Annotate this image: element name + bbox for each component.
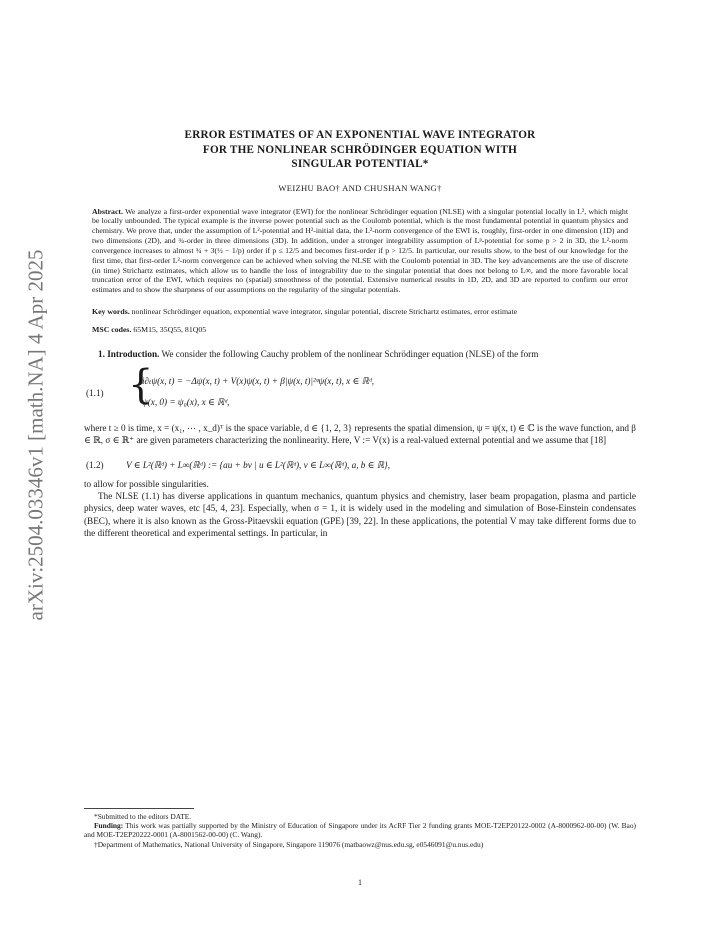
footnote-affiliation: †Department of Mathematics, National University of Singapore, Singapore 119076 (matbaowz@nus.edu.sg, e0546091@u.nus.edu) (94, 839, 484, 849)
left-brace: { (128, 362, 154, 409)
msc-codes (92, 325, 628, 334)
equation-1-1-line-1: i∂ₜψ(x, t) = −Δψ(x, t) + V(x)ψ(x, t) + β|ψ(x, t)|²ᵠψ(x, t), x ∈ ℝᵈ, (142, 376, 375, 387)
intro-paragraph-2: where t ≥ 0 is time, x = (x₁, ⋯ , x_d)ᵀ is the space variable, d ∈ {1, 2, 3} represents the spatial dimension, ψ = ψ(x, t) ∈ ℂ is the wave function, and β ∈ ℝ, σ ∈ ℝ⁺ are given parameters characterizing the nonlinearity. Here, V := V(x) is a real-valued external potential and we assume that [18] (84, 423, 636, 446)
paper-page (84, 0, 636, 539)
msc-label: MSC codes. (92, 324, 132, 334)
equation-1-1 (84, 362, 636, 422)
abstract-text: We analyze a first-order exponential wave integrator (EWI) for the nonlinear Schrödinger equation (NLSE) with a singular potential locally in L², which might be locally unbounded. The typical example is the inverse power potential such as the Coulomb potential, which is the most fundamental potential in quantum physics and chemistry. We prove that, under the assumption of L²-potential and H²-initial data, the L²-norm convergence of the EWI is, roughly, first-order in one dimension (1D) and two dimensions (2D), and ¾-order in three dimensions (3D). In addition, under a stronger integrability assumption of Lᵖ-potential for some p > 2 in 3D, the L²-norm convergence increases to almost ¾ + 3(½ − 1/p) order if p ≤ 12/5 and becomes first-order if p > 12/5. In particular, our results show, to the best of our knowledge for the first time, that first-order L²-norm convergence can be achieved when solving the NLSE with the Coulomb potential in 3D. The key advancements are the use of discrete (in time) Strichartz estimates, which allow us to handle the loss of integrability due to the singular potential that does not belong to L∞, and the more favorable local truncation error of the EWI, which requires no (spatial) smoothness of the potential. Extensive numerical results in 1D, 2D, and 3D are reported to confirm our error estimates and to show the sharpness of our assumptions on the regularity of the singular potentials. (92, 206, 628, 295)
footnote-funding (84, 821, 636, 839)
funding-label: Funding: (94, 821, 124, 831)
arxiv-sidebar (14, 200, 58, 670)
title-line-1: ERROR ESTIMATES OF AN EXPONENTIAL WAVE INTEGRATOR (184, 129, 536, 141)
equation-1-2 (84, 456, 636, 478)
intro-paragraph-1 (84, 348, 636, 360)
footnote-rule (84, 808, 194, 809)
keywords-label: Key words. (92, 307, 130, 317)
paper-title (84, 128, 636, 172)
msc-text: 65M15, 35Q55, 81Q05 (133, 324, 207, 334)
abstract-label: Abstract. (92, 206, 123, 216)
equation-number-1-2: (1.2) (86, 460, 104, 471)
title-line-2: FOR THE NONLINEAR SCHRÖDINGER EQUATION WITH (202, 143, 518, 156)
equation-number-1-1: (1.1) (86, 388, 104, 399)
section-title: 1. Introduction. (98, 348, 160, 359)
arxiv-identifier: arXiv:2504.03346v1 [math.NA] 4 Apr 2025 (23, 249, 48, 621)
equation-1-2-line: V ∈ L²(ℝᵈ) + L∞(ℝᵈ) := {au + bv | u ∈ L²(ℝᵈ), v ∈ L∞(ℝᵈ), a, b ∈ ℝ}, (126, 460, 391, 471)
footnotes (84, 812, 636, 849)
intro-paragraph-3: to allow for possible singularities. (84, 479, 209, 490)
keywords-text: nonlinear Schrödinger equation, exponential wave integrator, singular potential, discrete Strichartz estimates, error estimate (131, 307, 518, 317)
title-line-3: SINGULAR POTENTIAL* (291, 158, 429, 170)
keywords (92, 307, 628, 317)
funding-text: This work was partially supported by the Ministry of Education of Singapore under its AcRF Tier 2 funding grants MOE-T2EP20122-0002 (A-8000962-00-00) (W. Bao) and MOE-T2EP20222-0001 (A-8001562-00-00) (C. Wang). (84, 821, 636, 840)
page-number: 1 (358, 878, 362, 887)
authors: WEIZHU BAO† AND CHUSHAN WANG† (278, 182, 442, 193)
footnote-submitted: *Submitted to the editors DATE. (94, 812, 192, 821)
intro-text-1: We consider the following Cauchy problem of the nonlinear Schrödinger equation (NLSE) of the form (161, 348, 539, 359)
intro-paragraph-4: The NLSE (1.1) has diverse applications in quantum mechanics, quantum physics and chemistry, laser beam propagation, plasma and particle physics, deep water waves, etc [45, 4, 23]. Especially, when σ = 1, it is widely used in the modeling and simulation of Bose-Einstein condensates (BEC), where it is also known as the Gross-Pitaevskii equation (GPE) [39, 22]. In these applications, the potential V may take different forms due to the different theoretical and experimental settings. In particular, in (84, 491, 636, 538)
equation-1-1-line-2: ψ(x, 0) = ψ₀(x), x ∈ ℝᵈ, (142, 397, 230, 408)
abstract (92, 207, 628, 296)
